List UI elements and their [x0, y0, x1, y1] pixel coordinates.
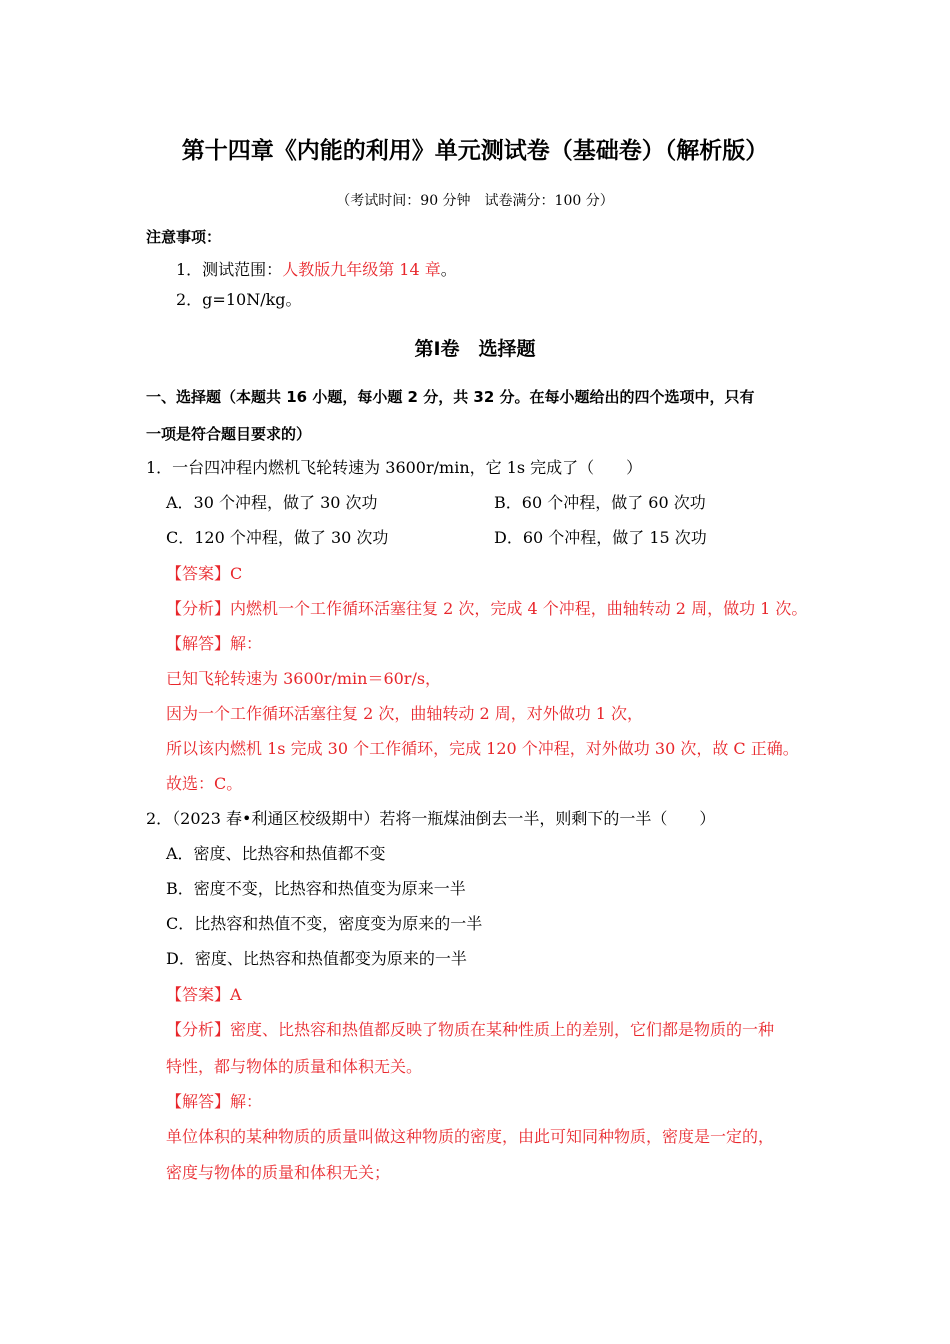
- solution-tag: 【解答】: [166, 1092, 231, 1111]
- question-1-option-b: B．60 个冲程，做了 60 次功: [494, 493, 706, 512]
- question-2-option-c: C．比热容和热值不变，密度变为原来的一半: [166, 914, 483, 933]
- question-1-stem: 1．一台四冲程内燃机飞轮转速为 3600r/min，它 1s 完成了（ ）: [146, 458, 643, 477]
- part-heading-line-1: 一、选择题（本题共 16 小题，每小题 2 分，共 32 分。在每小题给出的四个选项中，只有: [146, 388, 755, 406]
- question-1-solution-line-2: 因为一个工作循环活塞往复 2 次，曲轴转动 2 周，对外做功 1 次，: [166, 704, 644, 723]
- exam-info: （考试时间：90 分钟 试卷满分：100 分）: [336, 193, 614, 209]
- notes-item-1-prefix: 1．测试范围：: [176, 260, 283, 279]
- question-1-solution-line-3: 所以该内燃机 1s 完成 30 个工作循环，完成 120 个冲程，对外做功 30 次，故 C 正确。: [166, 739, 799, 758]
- solution-label: 解：: [230, 1092, 263, 1111]
- question-1-solution-line-4: 故选：C。: [166, 774, 243, 793]
- question-1-option-a: A．30 个冲程，做了 30 次功: [166, 493, 378, 512]
- analysis-tag: 【分析】: [166, 1020, 231, 1039]
- question-2-option-d: D．密度、比热容和热值都变为原来的一半: [166, 949, 467, 968]
- notes-item-1-highlight: 人教版九年级第 14 章: [282, 260, 441, 279]
- question-2-solution-label: [166, 1091, 262, 1113]
- notes-heading: 注意事项：: [146, 228, 222, 246]
- question-1-analysis: [166, 598, 807, 620]
- notes-item-1-suffix: 。: [440, 260, 457, 279]
- question-2-solution-line-2: 密度与物体的质量和体积无关；: [166, 1163, 391, 1182]
- analysis-text: 内燃机一个工作循环活塞往复 2 次，完成 4 个冲程，曲轴转动 2 周，做功 1 次。: [230, 599, 808, 618]
- question-1-solution-line-1: 已知飞轮转速为 3600r/min＝60r/s，: [166, 669, 442, 688]
- solution-label: 解：: [230, 634, 263, 653]
- question-1-option-c: C．120 个冲程，做了 30 次功: [166, 528, 389, 547]
- section-title: 第Ⅰ卷 选择题: [414, 338, 536, 360]
- answer-tag: 【答案】: [166, 985, 231, 1004]
- question-1-option-d: D．60 个冲程，做了 15 次功: [494, 528, 707, 547]
- question-2-answer: [166, 984, 242, 1006]
- question-1-answer: [166, 563, 242, 585]
- document-title: 第十四章《内能的利用》单元测试卷（基础卷）（解析版）: [181, 138, 769, 164]
- answer-tag: 【答案】: [166, 564, 231, 583]
- question-2-stem: 2．（2023 春•利通区校级期中）若将一瓶煤油倒去一半，则剩下的一半（ ）: [146, 809, 716, 828]
- question-1-solution-label: [166, 633, 262, 655]
- question-2-analysis-line-1: [166, 1019, 774, 1041]
- analysis-text: 密度、比热容和热值都反映了物质在某种性质上的差别，它们都是物质的一种: [230, 1020, 775, 1039]
- answer-value: A: [230, 985, 242, 1004]
- answer-value: C: [230, 564, 243, 583]
- solution-tag: 【解答】: [166, 634, 231, 653]
- notes-item-1: [176, 259, 457, 281]
- question-2-solution-line-1: 单位体积的某种物质的质量叫做这种物质的密度，由此可知同种物质，密度是一定的，: [166, 1127, 775, 1146]
- notes-item-2: 2．g=10N/kg。: [176, 290, 302, 309]
- analysis-tag: 【分析】: [166, 599, 231, 618]
- question-2-option-a: A．密度、比热容和热值都不变: [166, 844, 386, 863]
- question-2-option-b: B．密度不变，比热容和热值变为原来一半: [166, 879, 466, 898]
- question-2-analysis-line-2: 特性，都与物体的质量和体积无关。: [166, 1057, 423, 1076]
- part-heading-line-2: 一项是符合题目要求的）: [146, 425, 312, 443]
